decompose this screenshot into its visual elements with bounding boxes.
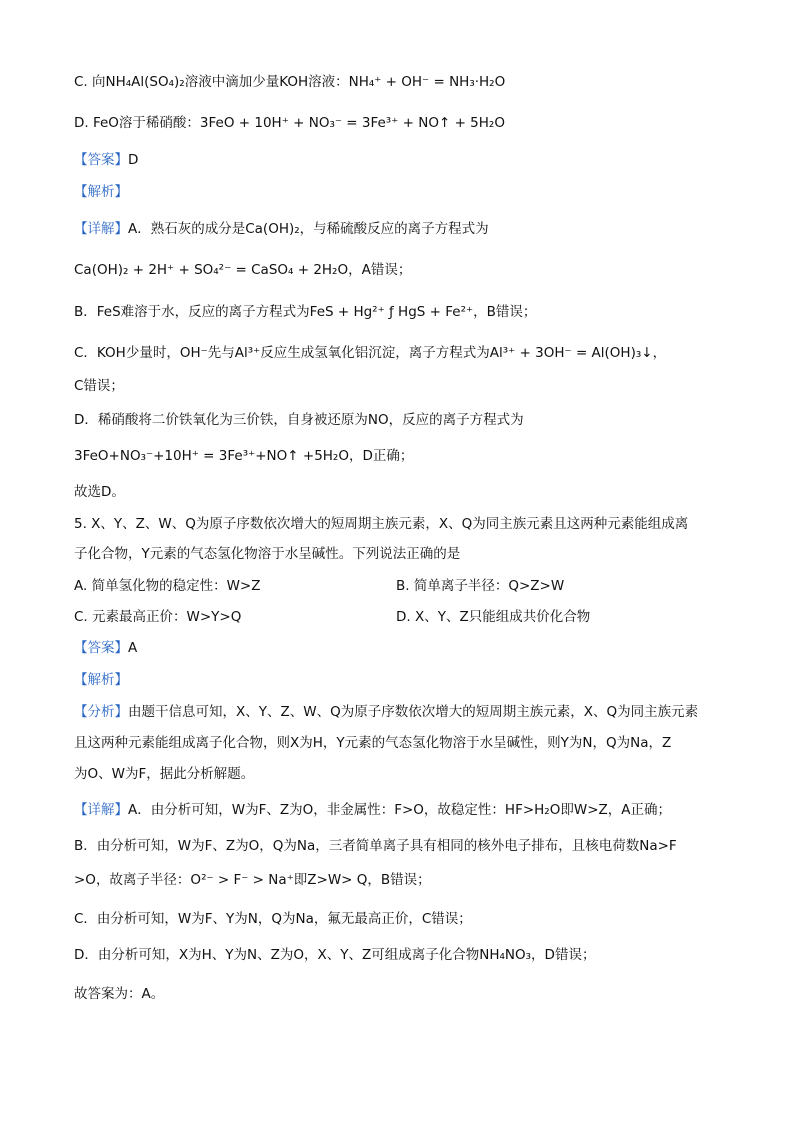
q5-analysis-tag bbox=[74, 670, 128, 690]
answer-value: D bbox=[128, 152, 139, 168]
q4-detail-a-line1 bbox=[74, 219, 489, 239]
detail-text: A．由分析可知，W为F、Z为O，非金属性：F>O，故稳定性：HF>H₂O即W>Z，A正确； bbox=[128, 802, 671, 818]
q5-analyze-line2: 且这两种元素能组成离子化合物，则X为H，Y元素的气态氢化物溶于水呈碱性，则Y为N，Q为Na，Z bbox=[74, 735, 672, 751]
q4-detail-c-line1: C．KOH少量时，OH⁻先与Al³⁺反应生成氢氧化铝沉淀，离子方程式为Al³⁺ + 3OH⁻ = Al(OH)₃↓， bbox=[74, 345, 667, 361]
q5-stem-line2: 子化合物，Y元素的气态氢化物溶于水呈碱性。下列说法正确的是 bbox=[74, 546, 461, 562]
q5-detail-b-line2: >O，故离子半径：O²⁻ > F⁻ > Na⁺即Z>W> Q，B错误； bbox=[74, 872, 431, 888]
q4-detail-b: B．FeS难溶于水，反应的离子方程式为FeS + Hg²⁺ ƒ HgS + Fe²⁺，B错误； bbox=[74, 304, 537, 320]
q5-detail-c: C．由分析可知，W为F、Y为N，Q为Na，氟无最高正价，C错误； bbox=[74, 911, 472, 927]
q4-detail-d-line2: 3FeO+NO₃⁻+10H⁺ = 3Fe³⁺+NO↑ +5H₂O，D正确； bbox=[74, 448, 414, 464]
detail-text: A．熟石灰的成分是Ca(OH)₂，与稀硫酸反应的离子方程式为 bbox=[128, 221, 489, 237]
q4-conclusion: 故选D。 bbox=[74, 484, 125, 500]
answer-tag: 【答案】 bbox=[74, 152, 128, 168]
detail-tag: 【详解】 bbox=[74, 802, 128, 818]
q5-option-c: C. 元素最高正价：W>Y>Q bbox=[74, 609, 242, 625]
analysis-tag: 【解析】 bbox=[74, 672, 128, 688]
analysis-tag: 【解析】 bbox=[74, 184, 128, 200]
q5-detail-b-line1: B．由分析可知，W为F、Z为O，Q为Na，三者简单离子具有相同的核外电子排布，且核电荷数Na>F bbox=[74, 838, 677, 854]
answer-tag: 【答案】 bbox=[74, 640, 128, 656]
q4-detail-a-line2: Ca(OH)₂ + 2H⁺ + SO₄²⁻ = CaSO₄ + 2H₂O，A错误； bbox=[74, 262, 412, 278]
q5-analyze-line3: 为O、W为F，据此分析解题。 bbox=[74, 766, 255, 782]
q4-detail-c-line2: C错误； bbox=[74, 378, 124, 394]
detail-tag: 【详解】 bbox=[74, 221, 128, 237]
q4-option-d: D. FeO溶于稀硝酸：3FeO + 10H⁺ + NO₃⁻ = 3Fe³⁺ + NO↑ + 5H₂O bbox=[74, 115, 505, 131]
q5-conclusion: 故答案为：A。 bbox=[74, 986, 165, 1002]
q5-detail-d: D．由分析可知，X为H、Y为N、Z为O，X、Y、Z可组成离子化合物NH₄NO₃，D错误； bbox=[74, 947, 596, 963]
q4-detail-d-line1: D．稀硝酸将二价铁氧化为三价铁，自身被还原为NO，反应的离子方程式为 bbox=[74, 412, 524, 428]
q5-option-b: B. 简单离子半径：Q>Z>W bbox=[396, 578, 565, 594]
analyze-tag: 【分析】 bbox=[74, 704, 128, 720]
q4-option-c: C. 向NH₄Al(SO₄)₂溶液中滴加少量KOH溶液：NH₄⁺ + OH⁻ = NH₃·H₂O bbox=[74, 74, 506, 90]
q4-answer-line bbox=[74, 150, 138, 170]
q5-analyze-line1 bbox=[74, 702, 698, 722]
q5-stem-line1: 5. X、Y、Z、W、Q为原子序数依次增大的短周期主族元素，X、Q为同主族元素且这两种元素能组成离 bbox=[74, 516, 689, 532]
q5-detail-a bbox=[74, 800, 671, 820]
q4-analysis-tag bbox=[74, 182, 128, 202]
q5-answer-line bbox=[74, 638, 137, 658]
q5-option-a: A. 简单氢化物的稳定性：W>Z bbox=[74, 578, 261, 594]
analyze-text: 由题干信息可知，X、Y、Z、W、Q为原子序数依次增大的短周期主族元素，X、Q为同主族元素 bbox=[128, 704, 699, 720]
answer-value: A bbox=[128, 640, 138, 656]
q5-option-d: D. X、Y、Z只能组成共价化合物 bbox=[396, 609, 591, 625]
